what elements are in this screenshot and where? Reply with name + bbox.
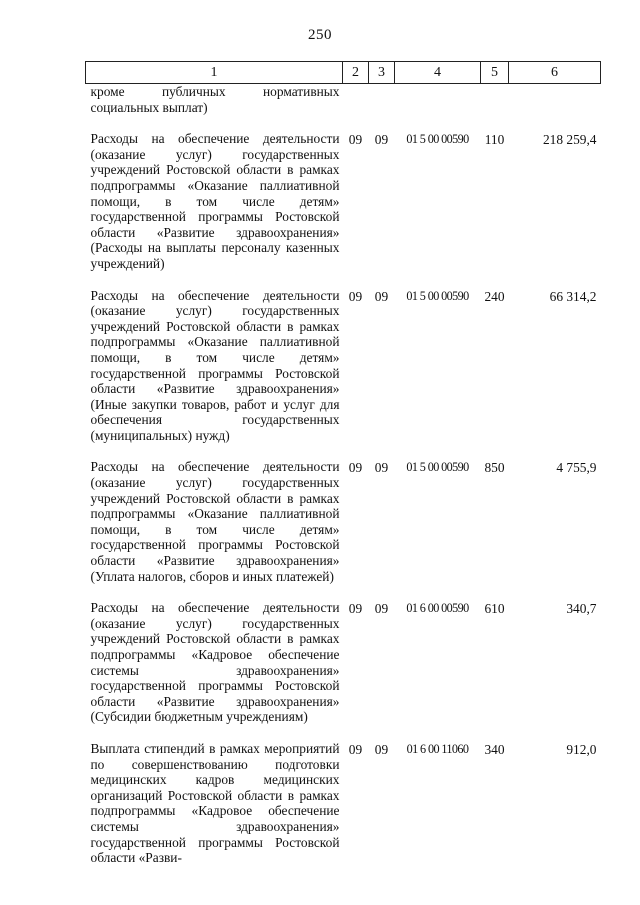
row-expense-type: 610 bbox=[484, 601, 505, 617]
row-description: Расходы на обеспечение деятельности (оказание услуг) государственных учреждений Ростовской области в рамках подпрограммы «Оказание паллиативной помощи, в том числе детям» государственной программы Ростовской области «Развитие здравоохранения» (Уплата налогов, сборов и иных платежей) bbox=[90, 459, 340, 584]
row-subsection-code: 09 bbox=[374, 741, 389, 757]
row-target-article: 01 5 00 00590 bbox=[406, 132, 469, 147]
row-subsection-code: 09 bbox=[374, 288, 389, 304]
row-section-code: 09 bbox=[348, 741, 363, 757]
row-target-article: 01 5 00 00590 bbox=[406, 288, 469, 303]
row-amount: 340,7 bbox=[566, 601, 597, 617]
column-header-2: 2 bbox=[343, 62, 369, 84]
table-row bbox=[86, 600, 601, 725]
column-header-3: 3 bbox=[369, 62, 395, 84]
row-target-article: 01 6 00 00590 bbox=[406, 601, 469, 616]
row-amount: 912,0 bbox=[566, 741, 597, 757]
column-header-1: 1 bbox=[86, 62, 343, 84]
continuation-text: кроме публичных нормативных социальных выплат) bbox=[90, 84, 340, 115]
table-row bbox=[86, 741, 601, 866]
table-row bbox=[86, 288, 601, 444]
row-description: Расходы на обеспечение деятельности (оказание услуг) государственных учреждений Ростовской области в рамках подпрограммы «Оказание паллиативной помощи, в том числе детям» государственной программы Ростовской области «Развитие здравоохранения» (Расходы на выплаты персоналу казенных учреждений) bbox=[90, 131, 340, 271]
page-number: 250 bbox=[308, 27, 332, 43]
row-amount: 218 259,4 bbox=[542, 132, 597, 148]
row-expense-type: 850 bbox=[484, 460, 505, 476]
row-subsection-code: 09 bbox=[374, 460, 389, 476]
row-section-code: 09 bbox=[348, 132, 363, 148]
row-description: Выплата стипендий в рамках мероприятий по совершенствованию подготовки медицинских кадров медицинских организаций Ростовской области в рамках подпрограммы «Кадровое обеспечение системы здравоохранения» государственной программы Ростовской области «Разви- bbox=[90, 740, 340, 866]
column-header-4: 4 bbox=[395, 62, 481, 84]
row-section-code: 09 bbox=[348, 460, 363, 476]
row-target-article: 01 5 00 00590 bbox=[406, 460, 469, 475]
row-expense-type: 240 bbox=[484, 288, 505, 304]
row-amount: 4 755,9 bbox=[556, 460, 597, 476]
row-expense-type: 340 bbox=[484, 741, 505, 757]
row-amount: 66 314,2 bbox=[549, 288, 597, 304]
row-subsection-code: 09 bbox=[374, 132, 389, 148]
table-row bbox=[86, 131, 601, 271]
column-header-5: 5 bbox=[481, 62, 509, 84]
column-header-6: 6 bbox=[509, 62, 601, 84]
table-row bbox=[86, 459, 601, 584]
budget-table bbox=[85, 61, 601, 866]
row-section-code: 09 bbox=[348, 601, 363, 617]
row-description: Расходы на обеспечение деятельности (оказание услуг) государственных учреждений Ростовской области в рамках подпрограммы «Оказание паллиативной помощи, в том числе детям» государственной программы Ростовской области «Развитие здравоохранения» (Иные закупки товаров, работ и услуг для обеспечения государственных (муниципальных) нужд) bbox=[90, 287, 340, 443]
row-target-article: 01 6 00 11060 bbox=[406, 741, 469, 756]
row-expense-type: 110 bbox=[484, 132, 505, 148]
table-row-continuation bbox=[86, 84, 601, 116]
table-header bbox=[86, 62, 601, 84]
row-subsection-code: 09 bbox=[374, 601, 389, 617]
row-description: Расходы на обеспечение деятельности (оказание услуг) государственных учреждений Ростовской области в рамках подпрограммы «Кадровое обеспечение системы здравоохранения» государственной программы Ростовской области «Развитие здравоохранения» (Субсидии бюджетным учреждениям) bbox=[90, 600, 340, 725]
row-section-code: 09 bbox=[348, 288, 363, 304]
